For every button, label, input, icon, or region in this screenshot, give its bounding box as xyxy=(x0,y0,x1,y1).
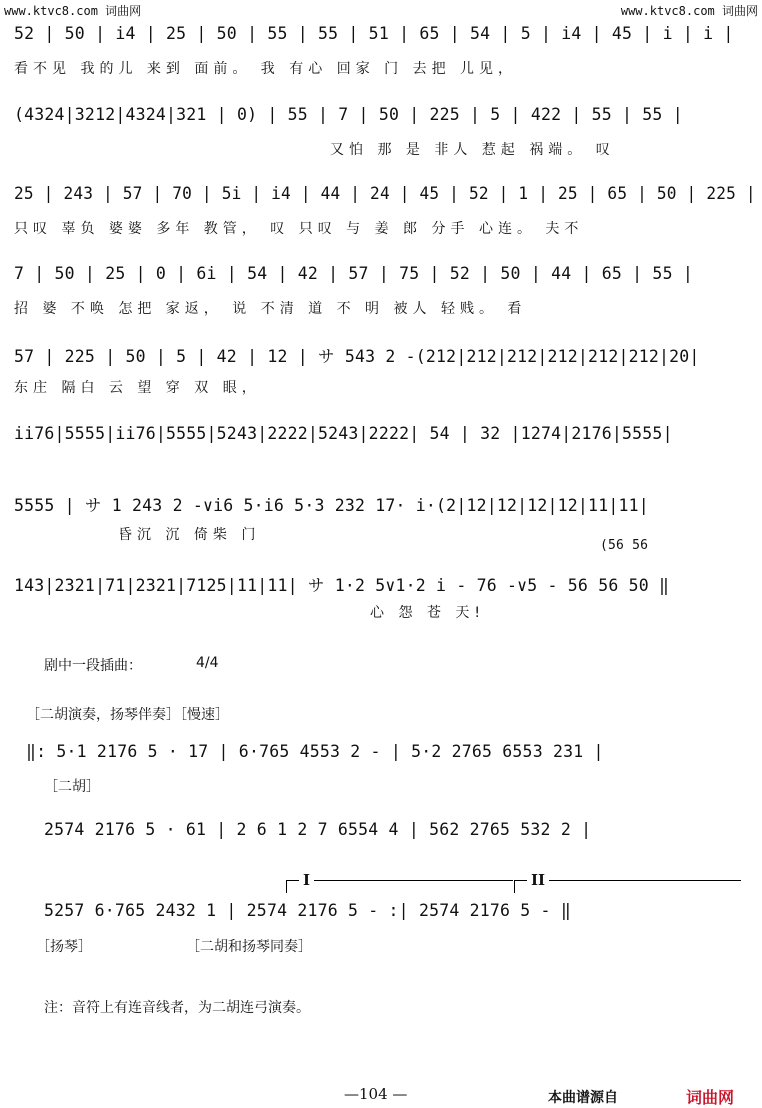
notes-line-3: 25 | 243 | 57 | 70 | 5i | i4 | 44 | 24 | 45 | 52 | 1 | 25 | 65 | 50 | 225 | xyxy=(14,184,756,203)
volta-bracket-1 xyxy=(286,871,513,893)
interlude-line-2: 2574 2176 5 · 61 | 2 6 1 2 7 6554 4 | 562 2765 532 2 | xyxy=(44,820,592,839)
interlude-line-1: ‖: 5·1 2176 5 · 17 | 6·765 4553 2 - | 5·2 2765 6553 231 | xyxy=(26,742,604,761)
notes-line-1: 52 | 50 | i4 | 25 | 50 | 55 | 55 | 51 | 65 | 54 | 5 | i4 | 45 | i | i | xyxy=(14,24,734,43)
watermark-right: www.ktvc8.com 词曲网 xyxy=(620,4,758,18)
volta-bracket-2 xyxy=(514,871,741,893)
lyrics-line-5: 东庄 隔白 云 望 穿 双 眼， xyxy=(14,380,261,396)
notes-line-5: 57 | 225 | 50 | 5 | 42 | 12 | サ 543 2 -(212|212|212|212|212|212|20| xyxy=(14,347,700,366)
page-number: —104 — xyxy=(344,1085,408,1103)
lyrics-line-8: 心 怨 苍 天! xyxy=(370,605,485,621)
lyrics-line-3: 只叹 辜负 婆婆 多年 教管， 叹 只叹 与 姜 郎 分手 心连。 夫不 xyxy=(14,221,584,237)
performance-note: ［二胡演奏，扬琴伴奏］［慢速］ xyxy=(26,707,229,723)
label-erhu: ［二胡］ xyxy=(44,779,100,795)
small-notes: (56 56 xyxy=(600,538,649,553)
notes-line-2: (4324|3212|4324|321 | 0) | 55 | 7 | 50 | 225 | 5 | 422 | 55 | 55 | xyxy=(14,105,683,124)
notes-line-4: 7 | 50 | 25 | 0 | 6i | 54 | 42 | 57 | 75 | 52 | 50 | 44 | 65 | 55 | xyxy=(14,264,693,283)
label-together: ［二胡和扬琴同奏］ xyxy=(186,939,312,955)
label-yangqin: ［扬琴］ xyxy=(36,939,92,955)
footnote: 注：音符上有连音线者，为二胡连弓演奏。 xyxy=(44,1000,310,1016)
lyrics-line-1: 看不见 我的儿 来到 面前。 我 有心 回家 门 去把 儿见， xyxy=(14,61,518,77)
interlude-line-3: 5257 6·765 2432 1 | 2574 2176 5 - :| 2574 2176 5 - ‖ xyxy=(44,901,571,920)
volta-1-label: I xyxy=(299,871,314,889)
lyrics-line-2: 又怕 那 是 非人 惹起 祸端。 叹 xyxy=(330,142,615,158)
notes-line-8: 143|2321|71|2321|7125|11|11| サ 1·2 5∨1·2 i - 76 -∨5 - 56 56 50 ‖ xyxy=(14,576,670,595)
notes-line-6: ii76|5555|ii76|5555|5243|2222|5243|2222| 54 | 32 |1274|2176|5555| xyxy=(14,424,673,443)
source-label: 本曲谱源自 xyxy=(548,1090,618,1106)
volta-2-label: II xyxy=(527,871,549,889)
notes-line-7: 5555 | サ 1 243 2 -∨i6 5·i6 5·3 232 17· i·(2|12|12|12|12|11|11| xyxy=(14,496,649,515)
interlude-title: 剧中一段插曲： xyxy=(44,658,142,674)
brand-logo-text: 词曲网 xyxy=(686,1088,735,1107)
interlude-meter: 4/4 xyxy=(196,655,219,671)
lyrics-line-7: 昏沉 沉 倚柴 门 xyxy=(118,527,261,543)
watermark-left: www.ktvc8.com 词曲网 xyxy=(4,4,142,18)
lyrics-line-4: 招 婆 不唤 怎把 家返， 说 不清 道 不 明 被人 轻贱。 看 xyxy=(14,301,527,317)
